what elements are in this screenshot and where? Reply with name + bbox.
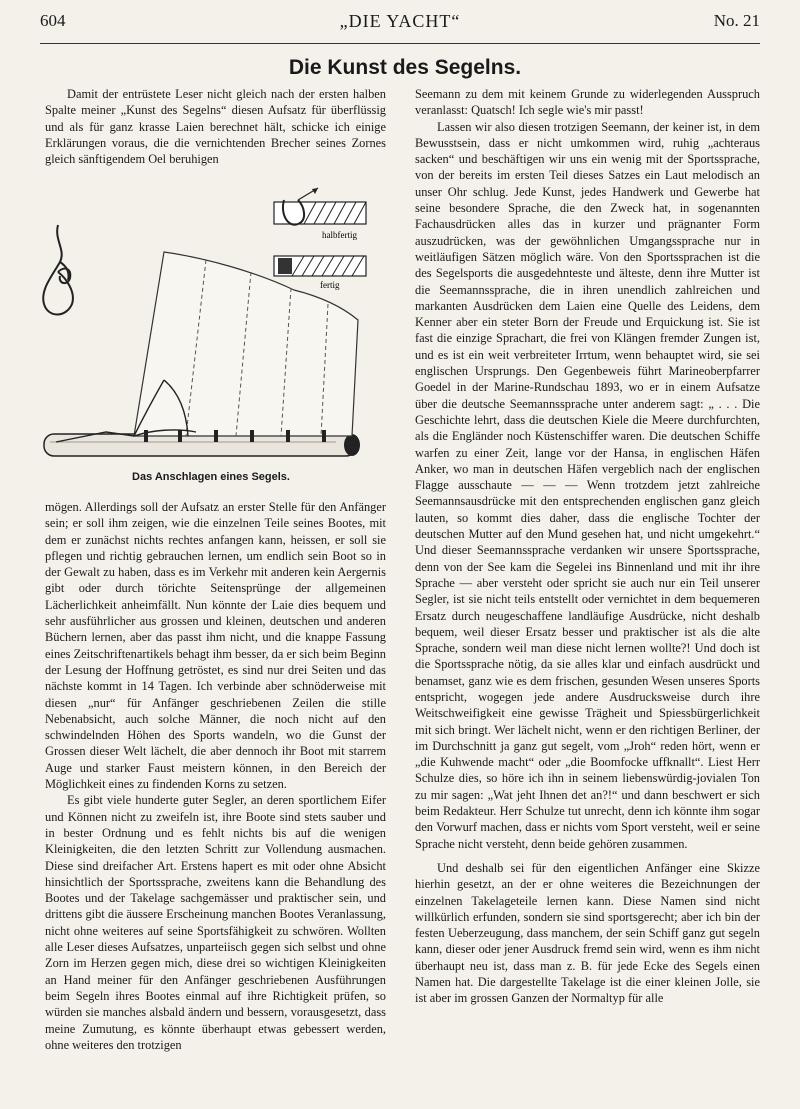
issue-number: No. 21	[713, 11, 760, 30]
done-knot-icon	[274, 256, 366, 276]
left-column-bottom	[45, 499, 386, 1099]
left-column-top	[45, 86, 386, 176]
header-rule	[40, 43, 760, 44]
sail-illustration	[36, 180, 386, 470]
paragraph: mögen. Allerdings soll der Aufsatz an erster Stelle für den Anfänger sein; er soll ihm zeigen, wie die einzelnen Teile seines Bootes, mit dem er zunächst nichts rechtes anfangen kann, heissen, er soll sie pflegen und richtig gebrauchen lernen, um endlich sein Boot so in der Gewalt zu haben, dass es im Verkehr mit anderen kein Aergernis gibt oder durch törichte Seitensprünge der allgemeinen Lächerlichkeit anheimfällt. Nun könnte der Laie dies bequem und sehr ausführlicher aus grossen und kleinen, deutschen und anderen Büchern lernen, aber das passt ihm nicht, und die knappe Fassung eines Zeitschriftenartikels behagt ihm besser, da er sich beim Beginn der Lesung der Hoffnung getröstet, es sind nur drei Seiten und das nächste kommt in 14 Tagen. Ich verbinde aber schnöderweise mit diesen „nur“ für Anfänger geschriebenen Zeilen die stille Nebenabsicht, auch solche Männer, die noch nicht auf den schwindelnden Höhen des Sports wandeln, wo die Gunst der Grossen dieser Welt lächelt, die aber dennoch ihr Boot mit starrem Auge und starker Faust meistern können, in den Bereich der Möglichkeit eines zu findenden Korns zu setzen.	[45, 500, 386, 792]
paragraph: Es gibt viele hunderte guter Segler, an deren sportlichem Eifer und Können nicht zu zweifeln ist, ihre Boote sind stets sauber und in bester Ordnung und es fehlt nichts bis auf die wenigen Kleinigkeiten, die den letzten Schritt zur Vollendung ausmachen. Diese sind dreifacher Art. Erstens hapert es mit oder ohne Absicht hinsichtlich der Sportssprache, zweitens kann die Behandlung des Bootes und der Takelage sachgemässer und praktischer sein, und drittens gibt die äussere Erscheinung manchen Bootes Veranlassung, nicht ohne weiteres auf seine Sportsfähigkeit zu schwören. Wollten alle Leser dieses Aufsatzes, unparteiisch gegen sich selbst und ohne Zorn im Herzen gegen mich, diese drei so wichtigen Kleinigkeiten an Hand meiner für den Anfänger geschriebenen Ausführungen beim Segeln ihres Bootes einmal auf ihre Richtigkeit prüfen, so würden sie manches alsbald ändern und bessern, vorausgesetzt, dass meine Zumutung, es könnte überhaupt etwas gebessert werden, ohne weiteres den trotzigen	[45, 793, 386, 1052]
figure-caption: Das Anschlagen eines Segels.	[132, 471, 290, 483]
knot-icon	[43, 225, 73, 315]
right-column	[415, 86, 760, 1098]
sail-figure	[36, 180, 386, 490]
half-done-knot-icon	[274, 188, 366, 225]
paragraph: Damit der entrüstete Leser nicht gleich nach der ersten halben Spalte meiner „Kunst des Segelns“ diesen Aufsatz für überflüssig und als für ganz krasse Laien berechnet hält, schicke ich einige Erklärungen voraus, die die vernichtenden Brecher seines Zornes gleich sänftigendem Oel beruhigen	[45, 87, 386, 167]
paragraph: Lassen wir also diesen trotzigen Seemann, der keiner ist, in dem Bewusstsein, dass er nicht umkommen wird, ruhig „achteraus sacken“ und beschäftigen wir uns ein wenig mit der Sportssprache, von der bereits im ersten Teil dieses Satzes ein Laut melodisch an unser Ohr schlug. Jede Kunst, jedes Handwerk und Gewerbe hat seine besondere Sprache, die den Zweck hat, in sogenannten Fachausdrücken alles das in kurzer und prägnanter Form auszudrücken, was der gewöhnlichen Umgangssprache nur in weitläufigen Sätzen möglich wäre. Von den Sportssprachen ist die des Segelsports die ausgedehnteste und älteste, denn ihre Mutter ist die Seemannssprache, die in ihren unendlich zahlreichen und markanten Ausdrücken dem Laien eine Quelle des Leidens, dem Kenner aber ein steter Born der Freude und Erquickung ist. Sie ist fast die einzige Sprachart, die frei von Klängen fremder Zungen ist, und es ist ein weit verbreiteter Irrtum, wenn behauptet wird, sie sei englischen Ursprungs. Den Gegenbeweis führt Marineoberpfarrer Goedel in der Marine-Rundschau 1893, wo er in einem Aufsatze über die deutsche Seemannssprache unter anderem sagt: „ . . . Die Geschichte lehrt, dass die deutschen Kiele die Meere durchfurchten, als die Engländer noch Küstenschiffer waren. Die deutschen Schiffe warfen zu einer Zeit, lange vor der Hansa, in englischen Häfen Anker, wo man in deutschen Häfen vergeblich nach der englischen Flagge ausschaute — — — Wenn trotzdem jetzt zahlreiche Seemannsausdrücke mit den entsprechenden englischen ganz gleich lauten, so kommt dies daher, dass die englische Tochter der deutschen Mutter auf den Mund gesehen hat, und nicht umgekehrt.“ Und dieser Seemannssprache verdanken wir unsere Sportssprache, denn von der See kam die Segelei ins Binnenland und mit ihr ihre Sprache — aber versteht oder spricht sie auch nur ein Teil unserer Segler, ist sie nicht teils entstellt oder vernichtet in dem bequemeren Ersatz durch neugeschaffene landläufige Ausdrücke, nicht deshalb bequem, weil dieser Ersatz besser und praktischer ist als die alte Sprache, sondern weil man diese nicht lernen wollte?! Und doch ist die Sportssprache nötig, da sie alles klar und einfach ausdrückt und benamset, ganz wie es dem frischen, gesunden Wesen unseres Sports entspricht, wogegen jede andere Ausdrucksweise durch ihre Weitschweifigkeit eine gewisse Trägheit und Spiessbürgerlichkeit mit sich bringt. Wer lächelt nicht, wenn er den richtigen Berliner, der im Durchschnitt ja ganz gut segelt, vom „Jroh“ reden hört, wenn er „die Kuhwende macht“ oder „die Boomfocke uffknallt“. Liest Herr Schulze dies, so höre ich ihn in seinem liebenswürdig-jovialen Ton zu mir sagen: „Wat jeht Ihnen det an?!“ und dann beschwert er sich beim Redakteur. Herr Schulze tut unrecht, denn ich könnte ihm sogar den Vorwurf machen, dass er nichts vom Sport versteht, weil er seine Sprache nicht versteht, denn beide gehören zusammen.	[415, 119, 760, 851]
boom-spar	[44, 434, 360, 456]
label-fertig: fertig	[320, 280, 340, 290]
article-title: Die Kunst des Segelns.	[288, 56, 522, 79]
running-header	[40, 5, 760, 39]
journal-title: „DIE YACHT“	[339, 11, 461, 31]
label-halbfertig: halbfertig	[322, 230, 357, 240]
paragraph: Und deshalb sei für den eigentlichen Anfänger eine Skizze hierhin gesetzt, an der er ohne weiteres die Bezeichnungen der einzelnen Takelageteile lernen kann. Diese Namen sind nicht willkürlich erfunden, sondern sie sind sportsgerecht; aber ich bin der festen Ueberzeugung, dass manchem, der sein Schiff ganz gut segeln kann, dieser oder jener Ausdruck fremd sein wird, wenn es ihm nicht überhaupt neu ist, dass man z. B. für jede Ecke des Segels einen Namen hat. Die dargestellte Takelage ist die einer kleinen Jolle, sie ist aber im grossen Ganzen der Normaltyp für alle	[415, 860, 760, 1006]
page-number: 604	[40, 11, 66, 30]
paragraph: Seemann zu dem mit keinem Grunde zu widerlegenden Ausspruch veranlasst: Quatsch! Ich segle wie's mir passt!	[415, 87, 760, 118]
